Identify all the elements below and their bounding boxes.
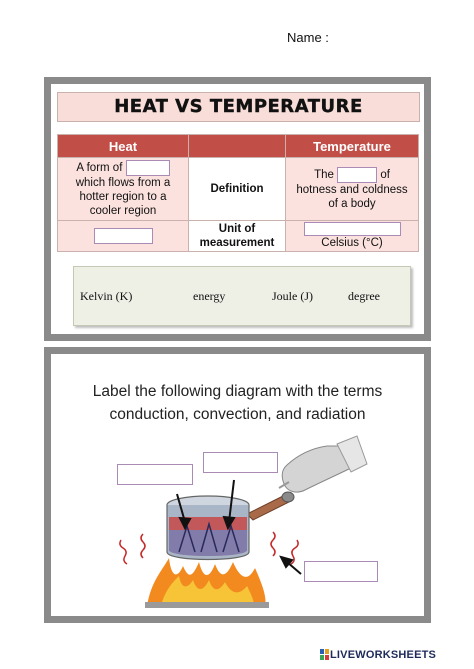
temp-definition-cell xyxy=(286,158,419,221)
heat-definition-cell xyxy=(58,158,189,221)
temp-def-text-1b: of xyxy=(380,169,390,182)
liveworksheets-logo-icon xyxy=(320,649,329,661)
comparison-table xyxy=(57,134,419,252)
diagram-card xyxy=(44,347,431,623)
label-box-top[interactable] xyxy=(203,452,278,473)
unit-label-1: Unit of xyxy=(218,223,256,235)
word-joule[interactable]: Joule (J) xyxy=(272,289,313,303)
label-box-right[interactable] xyxy=(304,561,378,582)
instruction-line-1: Label the following diagram with the terms xyxy=(92,383,383,400)
unit-label-cell xyxy=(189,221,286,252)
heat-definition-blank[interactable] xyxy=(126,160,170,176)
instruction-line-2: conduction, convection, and radiation xyxy=(109,406,366,423)
unit-row xyxy=(58,221,419,252)
flame-icon xyxy=(145,558,269,608)
temp-unit-cell xyxy=(286,221,419,252)
heat-def-text-4: cooler region xyxy=(89,205,157,217)
header-heat: Heat xyxy=(58,135,189,158)
header-temperature: Temperature xyxy=(286,135,419,158)
unit-label-2: measurement xyxy=(199,237,275,249)
footer-brand: LIVEWORKSHEETS xyxy=(330,649,437,661)
temp-def-text-3: of a body xyxy=(328,198,376,210)
temp-unit-blank[interactable] xyxy=(304,222,401,236)
heat-def-text-3: hotter region to a xyxy=(79,191,167,203)
heat-def-text-1: A form of xyxy=(76,162,123,175)
heat-def-text-2: which flows from a xyxy=(75,177,171,189)
definition-label: Definition xyxy=(189,158,286,221)
card-inner xyxy=(51,84,424,334)
header-blank xyxy=(189,135,286,158)
temp-def-text-1a: The xyxy=(314,169,334,182)
word-kelvin[interactable]: Kelvin (K) xyxy=(80,289,133,303)
word-degree[interactable]: degree xyxy=(348,289,380,303)
hand-icon xyxy=(279,436,367,492)
temp-definition-blank[interactable] xyxy=(337,167,377,183)
temp-unit-text: Celsius (°C) xyxy=(321,237,383,250)
title-bar xyxy=(57,92,420,122)
table-header-row xyxy=(58,135,419,158)
temp-def-text-2: hotness and coldness xyxy=(296,184,408,196)
word-energy[interactable]: energy xyxy=(193,289,226,303)
label-box-left[interactable] xyxy=(117,464,193,485)
heat-unit-blank[interactable] xyxy=(94,228,153,244)
word-bank xyxy=(73,266,411,326)
pot-handle-icon xyxy=(247,492,294,520)
heat-vs-temperature-card xyxy=(44,77,431,341)
heat-unit-cell xyxy=(58,221,189,252)
name-label: Name : xyxy=(287,30,329,45)
diagram-inner xyxy=(51,354,424,616)
worksheet-title: HEAT VS TEMPERATURE xyxy=(114,96,363,117)
definition-row xyxy=(58,158,419,221)
